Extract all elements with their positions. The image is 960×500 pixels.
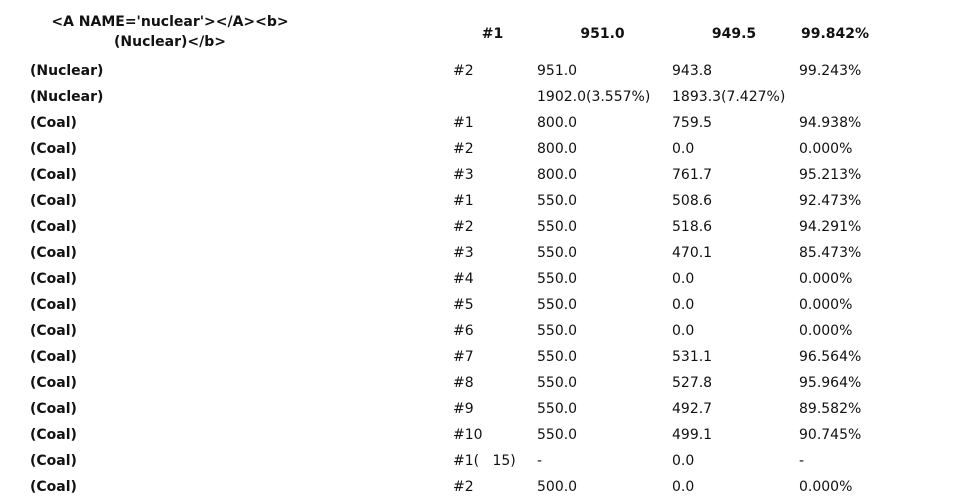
- table-row: [0, 292, 960, 318]
- capacity-cell: 550.0: [537, 323, 578, 339]
- capacity-cell: 550.0: [537, 297, 578, 313]
- unit-cell: #8: [453, 375, 474, 391]
- rate-cell: 89.582%: [799, 401, 862, 417]
- plant-name-cell: (Coal): [30, 141, 77, 157]
- rate-cell: 0.000%: [799, 479, 853, 495]
- table-row: [0, 396, 960, 422]
- header-rate: 99.842%: [800, 26, 870, 42]
- unit-cell: #6: [453, 323, 474, 339]
- capacity-cell: 550.0: [537, 427, 578, 443]
- header-unit: #1: [481, 26, 504, 42]
- capacity-cell: 550.0: [537, 245, 578, 261]
- generation-cell: 527.8: [672, 375, 713, 391]
- header-name-line-1: <A NAME='nuclear'></A><b>: [51, 14, 289, 30]
- rate-cell: 99.243%: [799, 63, 862, 79]
- plant-name-cell: (Coal): [30, 375, 77, 391]
- rate-cell: 96.564%: [799, 349, 862, 365]
- header-generation: 949.5: [711, 26, 757, 42]
- generation-cell: 0.0: [672, 479, 695, 495]
- capacity-cell: 800.0: [537, 141, 578, 157]
- generation-cell: 0.0: [672, 453, 695, 469]
- rate-cell: 0.000%: [799, 297, 853, 313]
- rate-cell: 94.291%: [799, 219, 862, 235]
- header-name-cell: [20, 12, 320, 52]
- table-body: [0, 58, 960, 500]
- generation-cell: 531.1: [672, 349, 713, 365]
- table-row: [0, 370, 960, 396]
- plant-name-cell: (Coal): [30, 323, 77, 339]
- plant-name-cell: (Coal): [30, 297, 77, 313]
- capacity-cell: 550.0: [537, 193, 578, 209]
- generation-cell: 518.6: [672, 219, 713, 235]
- capacity-cell: 550.0: [537, 219, 578, 235]
- header-capacity: 951.0: [580, 26, 625, 42]
- plant-name-cell: (Coal): [30, 453, 77, 469]
- capacity-cell: 500.0: [537, 479, 578, 495]
- unit-cell: #3: [453, 245, 474, 261]
- unit-cell: #3: [453, 167, 474, 183]
- capacity-cell: 550.0: [537, 271, 578, 287]
- unit-cell: #10: [453, 427, 483, 443]
- plant-name-cell: (Coal): [30, 271, 77, 287]
- table-row: [0, 188, 960, 214]
- table-row: [0, 214, 960, 240]
- rate-cell: 0.000%: [799, 323, 853, 339]
- rate-cell: 92.473%: [799, 193, 862, 209]
- plant-name-cell: (Nuclear): [30, 89, 104, 105]
- generation-cell: 759.5: [672, 115, 713, 131]
- table-row: [0, 136, 960, 162]
- plant-name-cell: (Nuclear): [30, 63, 104, 79]
- table-row: [0, 318, 960, 344]
- unit-cell: #7: [453, 349, 474, 365]
- table-row: [0, 422, 960, 448]
- table-row: [0, 344, 960, 370]
- table-row: [0, 84, 960, 110]
- generation-cell: 0.0: [672, 323, 695, 339]
- plant-name-cell: (Coal): [30, 427, 77, 443]
- generation-cell: 470.1: [672, 245, 713, 261]
- plant-name-cell: (Coal): [30, 115, 77, 131]
- plant-name-cell: (Coal): [30, 349, 77, 365]
- unit-cell: #5: [453, 297, 474, 313]
- generation-cell: 0.0: [672, 271, 695, 287]
- table-row: [0, 110, 960, 136]
- generation-cell: 499.1: [672, 427, 713, 443]
- capacity-cell: 550.0: [537, 401, 578, 417]
- plant-name-cell: (Coal): [30, 479, 77, 495]
- generation-cell: 943.8: [672, 63, 713, 79]
- unit-cell: #9: [453, 401, 474, 417]
- capacity-cell: 1902.0(3.557%): [537, 89, 651, 105]
- capacity-cell: 550.0: [537, 375, 578, 391]
- table-row: [0, 240, 960, 266]
- unit-cell: #1: [453, 193, 474, 209]
- generation-cell: 508.6: [672, 193, 713, 209]
- capacity-cell: 800.0: [537, 167, 578, 183]
- unit-cell: #1: [453, 115, 474, 131]
- capacity-cell: 800.0: [537, 115, 578, 131]
- table-header: [0, 12, 960, 56]
- table-row: [0, 58, 960, 84]
- plant-name-cell: (Coal): [30, 401, 77, 417]
- table-row: [0, 266, 960, 292]
- rate-cell: 95.964%: [799, 375, 862, 391]
- plant-name-cell: (Coal): [30, 245, 77, 261]
- rate-cell: 85.473%: [799, 245, 862, 261]
- generation-cell: 761.7: [672, 167, 713, 183]
- header-name-line-2: (Nuclear)</b>: [113, 34, 227, 50]
- unit-cell: #2: [453, 479, 474, 495]
- capacity-cell: -: [537, 453, 543, 469]
- generation-cell: 492.7: [672, 401, 713, 417]
- rate-cell: 94.938%: [799, 115, 862, 131]
- capacity-cell: 550.0: [537, 349, 578, 365]
- plant-name-cell: (Coal): [30, 167, 77, 183]
- unit-cell: #2: [453, 219, 474, 235]
- rate-cell: 90.745%: [799, 427, 862, 443]
- rate-cell: 0.000%: [799, 141, 853, 157]
- table-row: [0, 474, 960, 500]
- capacity-cell: 951.0: [537, 63, 578, 79]
- unit-cell: #1( 15): [453, 453, 516, 469]
- unit-cell: #2: [453, 141, 474, 157]
- table-row: [0, 448, 960, 474]
- unit-cell: #2: [453, 63, 474, 79]
- generation-cell: 0.0: [672, 297, 695, 313]
- table-row: [0, 162, 960, 188]
- generation-cell: 1893.3(7.427%): [672, 89, 786, 105]
- plant-name-cell: (Coal): [30, 219, 77, 235]
- rate-cell: -: [799, 453, 805, 469]
- rate-cell: 0.000%: [799, 271, 853, 287]
- unit-cell: #4: [453, 271, 474, 287]
- plant-name-cell: (Coal): [30, 193, 77, 209]
- generation-cell: 0.0: [672, 141, 695, 157]
- rate-cell: 95.213%: [799, 167, 862, 183]
